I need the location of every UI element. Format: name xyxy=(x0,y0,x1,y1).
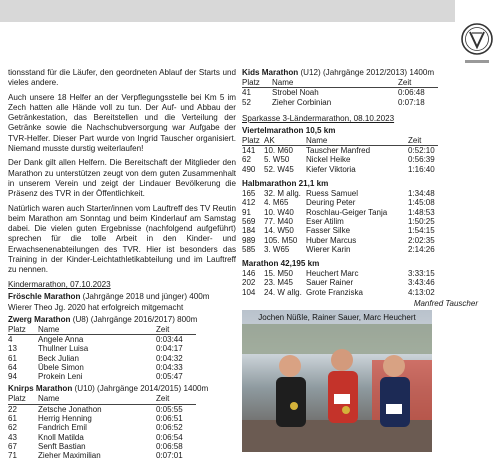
column-header: Platz xyxy=(242,78,272,88)
table-row: 146 15. M50 Heuchert Marc 3:33:15 xyxy=(242,269,435,279)
dreilaender-date-heading: Sparkasse 3-Ländermarathon, 08.10.2023 xyxy=(242,113,395,123)
right-column xyxy=(242,68,492,452)
knirps-heading: Knirps Marathon (U10) (Jahrgänge 2014/2015) 1400m xyxy=(8,384,209,394)
photo-illustration-icon xyxy=(242,310,432,452)
zwerg-heading: Zwerg Marathon (U8) (Jahrgänge 2016/2017) 800m xyxy=(8,314,198,324)
table-row: 52 Zieher Corbinian 0:07:18 xyxy=(242,97,425,107)
table-row: 490 52. W45 Kiefer Viktoria 1:16:40 xyxy=(242,164,435,174)
column-header: Platz xyxy=(8,325,38,335)
column-header: Platz xyxy=(242,136,264,146)
column-header: Name xyxy=(306,136,408,146)
column-header: Platz xyxy=(8,394,38,404)
froeschle-note: Wierer Theo Jg. 2020 hat erfolgreich mitgemacht xyxy=(8,302,184,312)
kids-results-table xyxy=(242,78,438,107)
table-row: 104 24. W allg. Grote Franziska 4:13:02 xyxy=(242,287,435,297)
column-header: Zeit xyxy=(408,136,438,146)
halb-results-table xyxy=(242,189,438,254)
table-row: 94 Prokein Leni 0:05:47 xyxy=(8,372,183,382)
table-row: 4 Angele Anna 0:03:44 xyxy=(8,334,183,344)
table-row: 202 23. M45 Sauer Rainer 3:43:46 xyxy=(242,278,435,288)
table-row: 585 3. W65 Wierer Karin 2:14:26 xyxy=(242,244,435,254)
column-header: Zeit xyxy=(398,78,438,88)
table-row: 184 14. W50 Fasser Silke 1:54:15 xyxy=(242,226,435,236)
author-signature: Manfred Tauscher xyxy=(413,299,478,309)
table-row: 43 Knoll Matilda 0:06:54 xyxy=(8,432,183,442)
viertel-results-table xyxy=(242,136,438,174)
halb-heading: Halbmarathon 21,1 km xyxy=(242,179,329,189)
table-row: 67 Senft Bastian 0:06:58 xyxy=(8,441,183,451)
marathon-heading: Marathon 42,195 km xyxy=(242,259,320,269)
froeschle-heading: Fröschle Marathon (Jahrgänge 2018 und jünger) 400m xyxy=(8,291,210,301)
column-header: Name xyxy=(272,78,398,88)
table-row: 989 105. M50 Huber Marcus 2:02:35 xyxy=(242,235,435,245)
page-header-bar xyxy=(0,0,455,22)
thanks-paragraph: Der Dank gilt allen Helfern. Die Bereitschaft der Mitglieder den Marathon zu unterstützen zeugt von dem guten Zusammenhalt in unserem Verein und zeigt der Lindauer Bevölkerung die Präsenz des TVR in der Öffentlichkeit. xyxy=(8,158,236,199)
column-header: Name xyxy=(38,394,156,404)
knirps-results-table xyxy=(8,394,196,460)
table-row: 62 Fandrich Emil 0:06:52 xyxy=(8,423,183,433)
column-header: Zeit xyxy=(156,325,196,335)
column-header: Zeit xyxy=(156,394,196,404)
kids-heading: Kids Marathon (U12) (Jahrgänge 2012/2013) 1400m xyxy=(242,68,435,77)
table-row: 62 5. W50 Nickel Heike 0:56:39 xyxy=(242,155,435,165)
column-header: Name xyxy=(38,325,156,335)
photo-caption: Jochen Nüßle, Rainer Sauer, Marc Heuchert xyxy=(258,313,416,323)
table-row: 569 77. M40 Eser Atilim 1:50:25 xyxy=(242,216,435,226)
marathon-results-table xyxy=(242,269,438,297)
table-row: 61 Beck Julian 0:04:32 xyxy=(8,353,183,363)
results-intro-paragraph: Natürlich waren auch Starter/innen vom Lauftreff des TV Reutin beim Marathon am Sonntag und beim Kinderlauf am Samstag dabei. Die vielen guten Ergebnisse (nachfolgend aufgeführt) sprechen für die tolle Arbeit in den Kinder- und Erwachsenenabteilungen des TVR. Hier ist besonders das Training in der Kinder-Leichtathletikabteilung und im Lauftreff zu nennen. xyxy=(8,203,236,275)
club-logo-icon xyxy=(460,22,494,70)
table-row: 64 Übele Simon 0:04:33 xyxy=(8,362,183,372)
table-row: 165 32. M allg. Ruess Samuel 1:34:48 xyxy=(242,189,435,199)
zwerg-results-table xyxy=(8,325,196,382)
table-row: 22 Zetsche Jonathon 0:05:55 xyxy=(8,404,183,414)
helpers-paragraph: Auch unsere 18 Helfer an der Verpflegungsstelle bei Km 5 im Zech hatten alle Hände voll zu tun. Der Auf- und Abbau der Getränkestation, das Bereitstellen und die Verteilung der Getränke sowie die Nachschubversorgung war Aufgabe der TVR-Helfer. Dieser Part wurde von Ingrid Tauscher organisiert. Niemand musste durstig weiterlaufen! xyxy=(8,92,236,154)
viertel-heading: Viertelmarathon 10,5 km xyxy=(242,125,336,135)
intro-paragraph: tionsstand für die Läufer, den geordneten Ablauf der Starts und vieles andere. xyxy=(8,68,236,88)
left-column xyxy=(8,68,236,463)
kindermarathon-date-heading: Kindermarathon, 07.10.2023 xyxy=(8,279,111,289)
column-header: AK xyxy=(264,136,306,146)
table-row: 13 Thullner Luisa 0:04:17 xyxy=(8,344,183,354)
table-row: 412 4. M65 Deuring Peter 1:45:08 xyxy=(242,198,435,208)
table-row: 141 10. M60 Tauscher Manfred 0:52:10 xyxy=(242,146,435,156)
table-row: 61 Herrig Henning 0:06:51 xyxy=(8,414,183,424)
table-row: 71 Zieher Maximilian 0:07:01 xyxy=(8,451,183,461)
runners-photo xyxy=(242,310,432,452)
table-row: 91 10. W40 Roschlau-Geiger Tanja 1:48:53 xyxy=(242,207,435,217)
table-row: 41 Strobel Noah 0:06:48 xyxy=(242,88,425,98)
